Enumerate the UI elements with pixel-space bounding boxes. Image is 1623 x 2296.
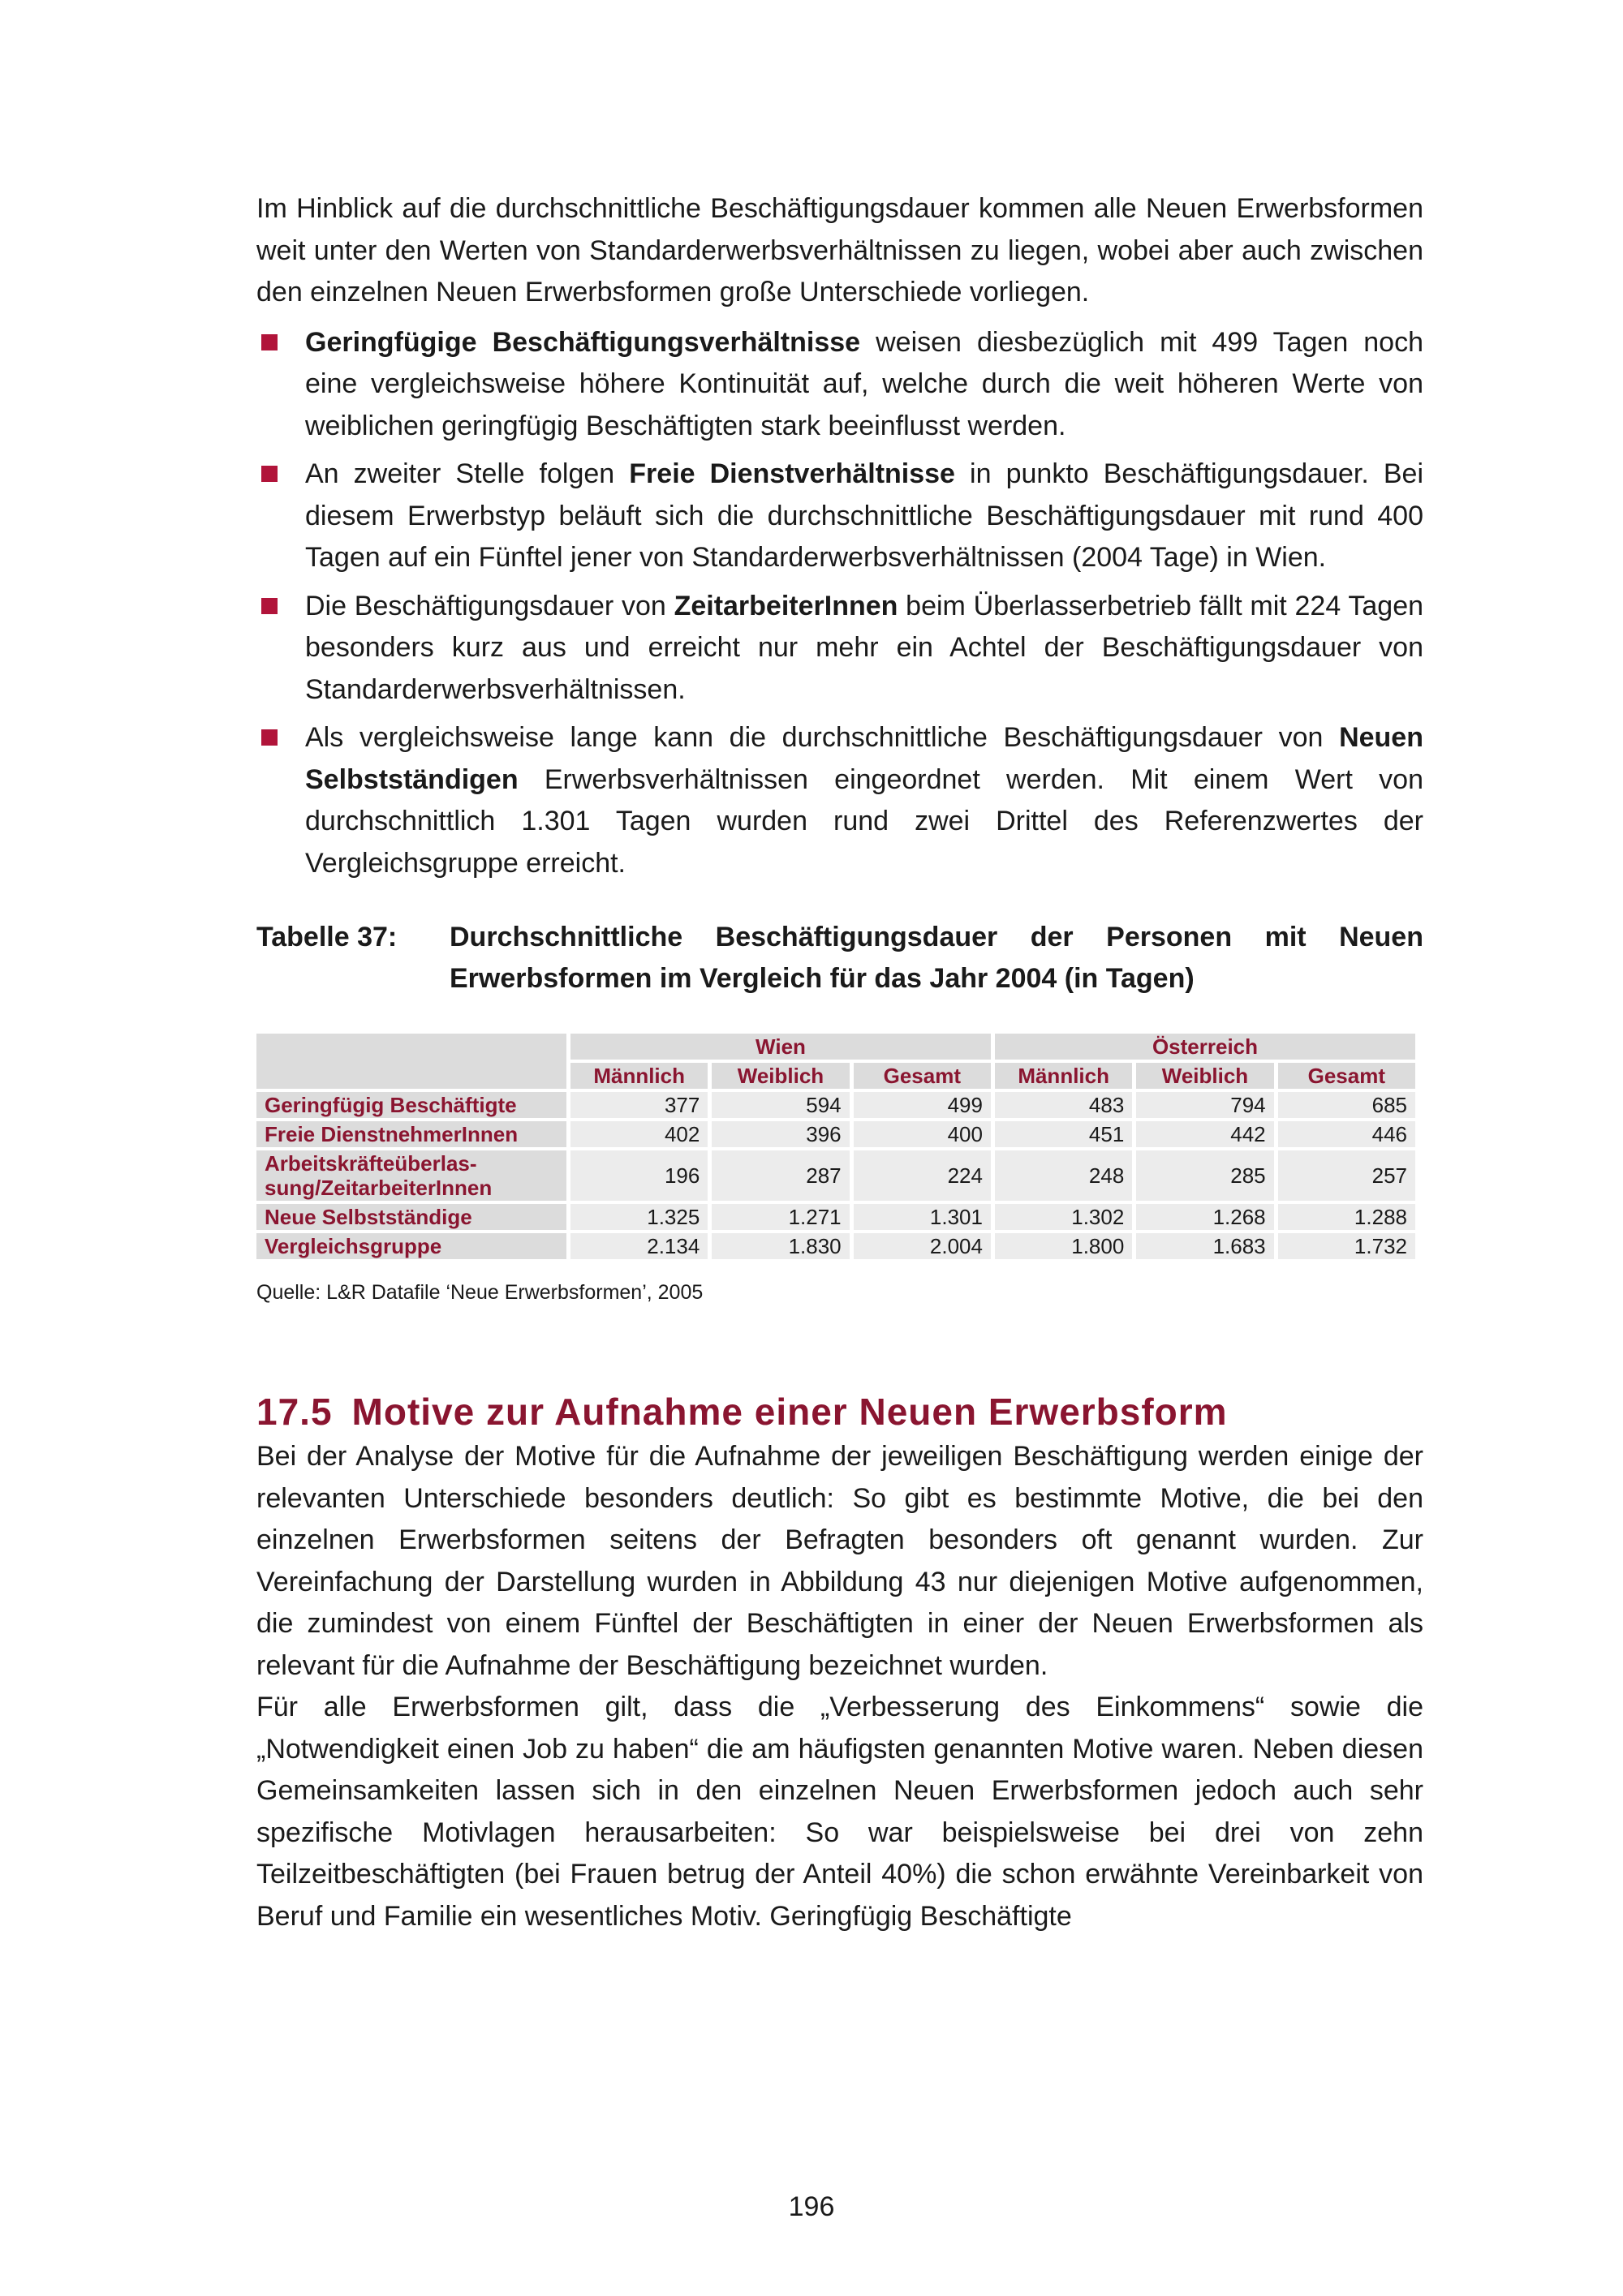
table-cell: 2.004 [854, 1233, 991, 1259]
column-header: Weiblich [1136, 1063, 1273, 1089]
table-row [256, 1150, 1415, 1201]
bullet-emphasis: Geringfügige Beschäftigungsverhältnisse [305, 326, 861, 358]
list-item: An zweiter Stelle folgen Freie Dienstverhältnisse in punkto Beschäftigungsdauer. Bei diesem Erwerbstyp beläuft sich die durchschnittliche Beschäftigungsdauer mit rund 400 Tagen auf ein Fünftel jener von Standarderwerbsverhältnissen (2004 Tage) in Wien. [256, 454, 1423, 579]
table-cell: 2.134 [570, 1233, 708, 1259]
row-label: Arbeitskräfteüberlas-sung/ZeitarbeiterInnen [256, 1150, 566, 1201]
table-caption-text: Durchschnittliche Beschäftigungsdauer der Personen mit Neuen Erwerbsformen im Vergleich für das Jahr 2004 (in Tagen) [450, 922, 1423, 994]
table-cell: 1.271 [712, 1204, 849, 1230]
table-row [256, 1121, 1415, 1147]
table-source-note: Quelle: L&R Datafile ‘Neue Erwerbsformen’, 2005 [256, 1281, 704, 1304]
table-caption [256, 917, 1423, 1000]
intro-paragraph: Im Hinblick auf die durchschnittliche Beschäftigungsdauer kommen alle Neuen Erwerbsformen weit unter den Werten von Standarderwerbsverhältnissen zu liegen, wobei aber auch zwischen den einzelnen Neuen Erwerbsformen große Unterschiede vorliegen. [256, 193, 1423, 307]
table-caption-label: Tabelle 37: [256, 922, 398, 952]
table-corner-cell [256, 1034, 566, 1089]
list-item: Geringfügige Beschäftigungsverhältnisse weisen diesbezüglich mit 499 Tagen noch eine vergleichsweise höhere Kontinuität auf, welche durch die weit höheren Werte von weiblichen geringfügig Beschäftigten stark beeinflusst werden. [256, 322, 1423, 448]
list-item: Die Beschäftigungsdauer von ZeitarbeiterInnen beim Überlasserbetrieb fällt mit 224 Tagen besonders kurz aus und erreicht nur mehr ein Achtel der Beschäftigungsdauer von Standarderwerbsverhältnissen. [256, 586, 1423, 712]
row-label: Freie DienstnehmerInnen [256, 1121, 566, 1147]
section-paragraph: Für alle Erwerbsformen gilt, dass die „Verbesserung des Einkommens“ sowie die „Notwendigkeit einen Job zu haben“ die am häufigsten genannten Motive waren. Neben diesen Gemeinsamkeiten lassen sich in den einzelnen Neuen Erwerbsformen jedoch auch sehr spezifische Motivlagen herausarbeiten: So war beispielsweise bei drei von zehn Teilzeitbeschäftigten (bei Frauen betrug der Anteil 40%) die schon erwähnte Vereinbarkeit von Beruf und Familie ein wesentliches Motiv. Geringfügig Beschäftigte [256, 1692, 1423, 1932]
column-header: Weiblich [712, 1063, 849, 1089]
section-number: 17.5 [256, 1391, 333, 1433]
table-cell: 1.288 [1278, 1204, 1415, 1230]
page-number: 196 [788, 2191, 835, 2222]
column-header: Männlich [570, 1063, 708, 1089]
row-label: Vergleichsgruppe [256, 1233, 566, 1259]
table-row [256, 1233, 1415, 1259]
table-cell: 594 [712, 1092, 849, 1118]
square-bullet-icon [261, 598, 278, 614]
table-cell: 402 [570, 1121, 708, 1147]
table-cell: 224 [854, 1150, 991, 1201]
group-header-oesterreich: Österreich [995, 1034, 1415, 1060]
bullet-emphasis: ZeitarbeiterInnen [674, 590, 898, 621]
duration-table [252, 1030, 1419, 1262]
group-header-wien: Wien [570, 1034, 991, 1060]
table-cell: 1.800 [995, 1233, 1132, 1259]
list-item: Als vergleichsweise lange kann die durchschnittliche Beschäftigungsdauer von Neuen Selbstständigen Erwerbsverhältnissen eingeordnet werden. Mit einem Wert von durchschnittlich 1.301 Tagen wurden rund zwei Drittel des Referenzwertes der Vergleichsgruppe erreicht. [256, 717, 1423, 884]
section-heading [256, 1387, 1423, 1436]
column-header: Männlich [995, 1063, 1132, 1089]
bullet-emphasis: Neuen Selbstständigen [305, 722, 1423, 795]
table-cell: 794 [1136, 1092, 1273, 1118]
table-cell: 1.268 [1136, 1204, 1273, 1230]
section-title: Motive zur Aufnahme einer Neuen Erwerbsform [351, 1391, 1228, 1433]
table-cell: 1.830 [712, 1233, 849, 1259]
table-cell: 451 [995, 1121, 1132, 1147]
table-cell: 396 [712, 1121, 849, 1147]
table-row [256, 1092, 1415, 1118]
table-cell: 196 [570, 1150, 708, 1201]
table-cell: 685 [1278, 1092, 1415, 1118]
square-bullet-icon [261, 334, 278, 350]
table-cell: 257 [1278, 1150, 1415, 1201]
page-content [256, 188, 1423, 1937]
table-cell: 1.302 [995, 1204, 1132, 1230]
bullet-emphasis: Freie Dienstverhältnisse [629, 458, 955, 489]
column-header: Gesamt [854, 1063, 991, 1089]
table-cell: 1.683 [1136, 1233, 1273, 1259]
column-header: Gesamt [1278, 1063, 1415, 1089]
table-cell: 248 [995, 1150, 1132, 1201]
table-group-header-row [256, 1034, 1415, 1060]
square-bullet-icon [261, 729, 278, 746]
row-label: Geringfügig Beschäftigte [256, 1092, 566, 1118]
table-cell: 442 [1136, 1121, 1273, 1147]
table-row [256, 1204, 1415, 1230]
table-cell: 1.732 [1278, 1233, 1415, 1259]
square-bullet-icon [261, 466, 278, 482]
table-cell: 377 [570, 1092, 708, 1118]
table-cell: 446 [1278, 1121, 1415, 1147]
table-cell: 287 [712, 1150, 849, 1201]
section-paragraph: Bei der Analyse der Motive für die Aufnahme der jeweiligen Beschäftigung werden einige der relevanten Unterschiede besonders deutlich: So gibt es bestimmte Motive, die bei den einzelnen Erwerbsformen seitens der Befragten besonders oft genannt wurden. Zur Vereinfachung der Darstellung wurden in Abbildung 43 nur diejenigen Motive aufgenommen, die zumindest von einem Fünftel der Beschäftigten in einer der Neuen Erwerbsformen als relevant für die Aufnahme der Beschäftigung bezeichnet wurden. [256, 1441, 1423, 1681]
table-cell: 400 [854, 1121, 991, 1147]
table-cell: 285 [1136, 1150, 1273, 1201]
table-cell: 1.301 [854, 1204, 991, 1230]
table-cell: 499 [854, 1092, 991, 1118]
table-cell: 1.325 [570, 1204, 708, 1230]
table-cell: 483 [995, 1092, 1132, 1118]
bullet-list [256, 322, 1423, 885]
row-label: Neue Selbstständige [256, 1204, 566, 1230]
